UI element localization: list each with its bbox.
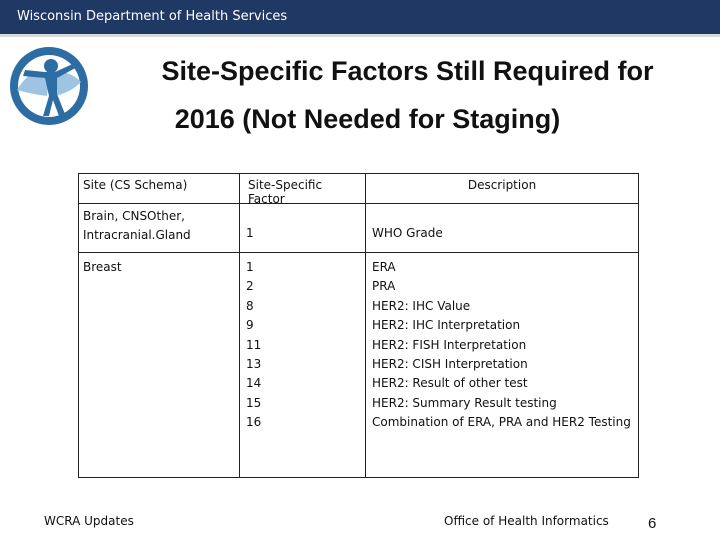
- factor-value: 2: [246, 279, 254, 294]
- site-line: Intracranial.Gland: [83, 228, 191, 242]
- page-number: 6: [648, 515, 657, 532]
- factor-value: 11: [246, 337, 262, 352]
- site-cell: [79, 204, 240, 253]
- header-bar: [0, 0, 720, 37]
- description-value: HER2: CISH Interpretation: [372, 357, 528, 372]
- table-row: [79, 253, 639, 478]
- factor-value: 16: [246, 415, 262, 430]
- site-cell: [79, 253, 240, 478]
- factor-value: 13: [246, 357, 262, 372]
- factor-value: 1: [246, 226, 254, 240]
- site-line: Brain, CNSOther,: [83, 209, 185, 223]
- description-value: HER2: IHC Interpretation: [372, 318, 521, 333]
- site-line: Breast: [83, 260, 122, 274]
- factor-value: 15: [246, 395, 262, 410]
- factor-cell: [240, 253, 366, 478]
- description-value: HER2: IHC Value: [372, 298, 471, 313]
- factor-value: 8: [246, 298, 254, 313]
- description-value: HER2: Summary Result testing: [372, 395, 557, 410]
- factor-value: 9: [246, 318, 254, 333]
- description-value: ERA: [372, 260, 396, 274]
- column-header: Site (CS Schema): [79, 174, 240, 204]
- description-cell: [366, 253, 639, 478]
- factor-cell: [240, 204, 366, 253]
- title-line-2: 2016 (Not Needed for Staging): [174, 104, 561, 134]
- org-name: Wisconsin Department of Health Services: [17, 9, 288, 24]
- footer-center-text: Office of Health Informatics: [444, 514, 609, 528]
- table-row: [79, 204, 639, 253]
- table-header-row: [79, 174, 639, 204]
- column-header: Site-Specific Factor: [240, 174, 366, 204]
- title-line-1: Site-Specific Factors Still Required for: [161, 56, 654, 86]
- site-specific-factors-table: [78, 173, 639, 478]
- description-cell: [366, 204, 639, 253]
- column-header: Description: [366, 174, 639, 204]
- footer-left-text: WCRA Updates: [44, 514, 134, 528]
- description-value: Combination of ERA, PRA and HER2 Testing: [372, 415, 631, 430]
- factor-value: 14: [246, 376, 262, 391]
- description-value: WHO Grade: [372, 226, 443, 240]
- description-value: PRA: [372, 279, 396, 294]
- description-value: HER2: FISH Interpretation: [372, 337, 527, 352]
- description-value: HER2: Result of other test: [372, 376, 528, 391]
- factor-value: 1: [246, 260, 254, 274]
